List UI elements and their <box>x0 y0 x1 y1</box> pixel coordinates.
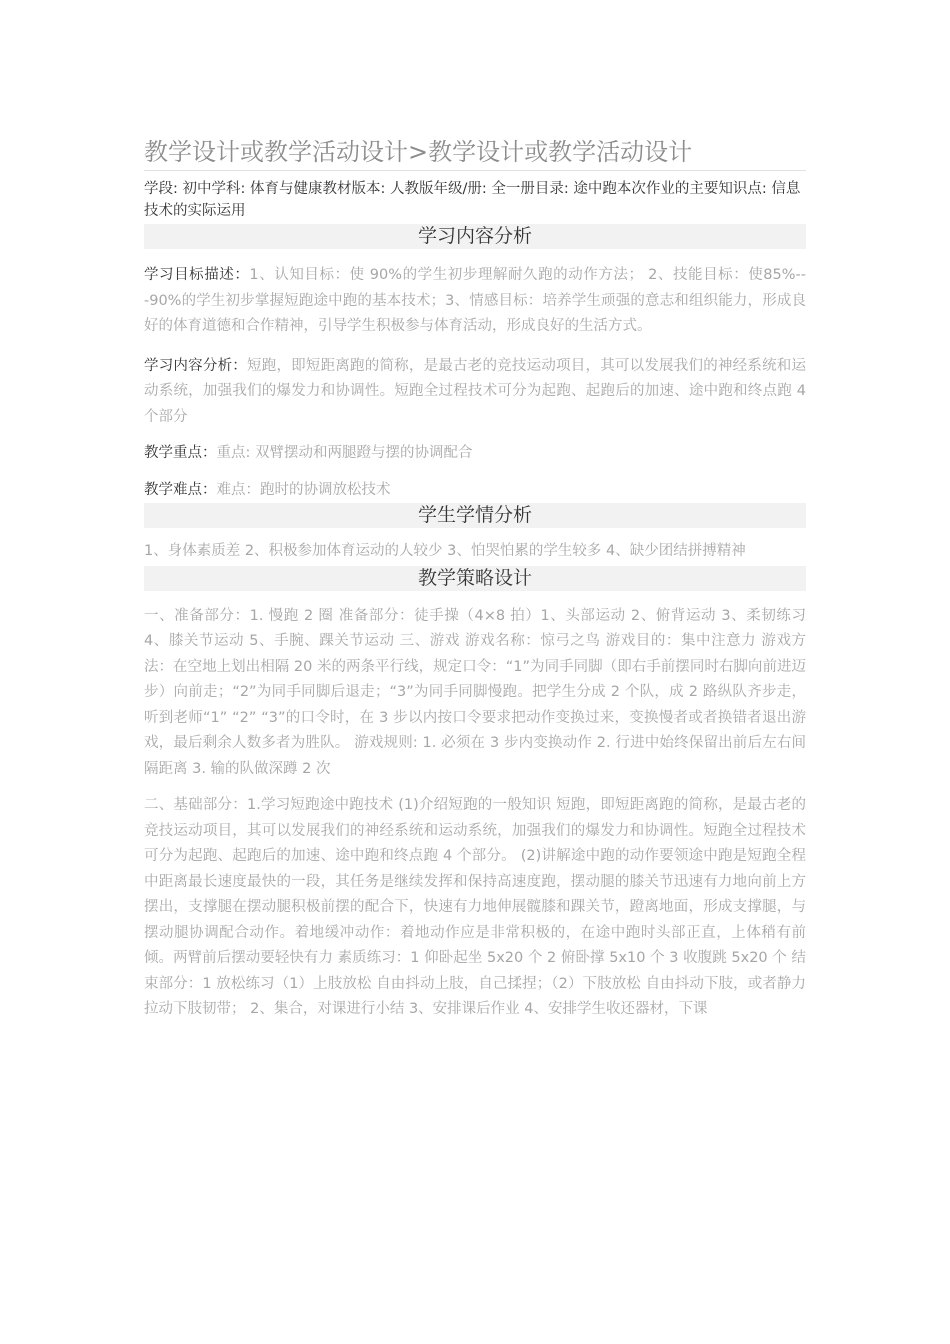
teaching-difficulty-label: 教学难点： <box>144 481 217 498</box>
learning-goal-label: 学习目标描述： <box>144 267 250 283</box>
teaching-key-point-paragraph <box>144 441 806 467</box>
page-title: 教学设计或教学活动设计>教学设计或教学活动设计 <box>144 136 806 171</box>
section-heading-student-analysis: 学生学情分析 <box>144 503 806 528</box>
student-analysis-paragraph: 1、身体素质差 2、积极参加体育运动的人较少 3、怕哭怕累的学生较多 4、缺少团结拼搏精神 <box>144 543 746 559</box>
learning-content-label: 学习内容分析： <box>144 357 248 374</box>
strategy-preparation-paragraph: 一、准备部分：1. 慢跑 2 圈 准备部分：徒手操（4×8 拍）1、头部运动 2、俯背运动 3、柔韧练习 4、膝关节运动 5、手腕、踝关节运动 三、游戏 游戏名称：惊弓之鸟 游戏目的：集中注意力 游戏方法：在空地上划出相隔 20 米的两条平行线，规定口令：“1”为同手同脚（即右手前摆同时右脚向前进迈步）向前走；“2”为同手同脚后退走；“3”为同手同脚慢跑。把学生分成 2 个队，成 2 路纵队齐步走，听到老师“1” “2” “3”的口令时，在 3 步以内按口令要求把动作变换过来，变换慢者或者换错者退出游戏，最后剩余人数多者为胜队。 游戏规则: 1. 必须在 3 步内变换动作 2. 行进中始终保留出前后左右间 隔距离 3. 输的队做深蹲 2 次 <box>144 607 806 777</box>
section-heading-strategy: 教学策略设计 <box>144 566 806 591</box>
section-heading-content-analysis: 学习内容分析 <box>144 224 806 249</box>
learning-content-text: 短跑，即短距离跑的简称，是最古老的竞技运动项目，其可以发展我们的神经系统和运动系统，加强我们的爆发力和协调性。短跑全过程技术可分为起跑、起跑后的加速、途中跑和终点跑 4 个部分 <box>144 357 807 425</box>
learning-content-paragraph <box>144 354 806 431</box>
teaching-key-point-text: 重点: 双臂摆动和两腿蹬与摆的协调配合 <box>216 445 473 461</box>
learning-goal-text: 1、认知目标：使 90%的学生初步理解耐久跑的动作方法； 2、技能目标：使85%---90%的学生初步掌握短跑途中跑的基本技术；3、情感目标：培养学生顽强的意志和组织能力，形成良好的体育道德和合作精神，引导学生积极参与体育活动，形成良好的生活方式。 <box>144 267 807 334</box>
teaching-difficulty-paragraph <box>144 478 806 504</box>
learning-goal-paragraph <box>144 263 806 340</box>
course-meta-info: 学段: 初中学科: 体育与健康教材版本: 人教版年级/册: 全一册目录: 途中跑本次作业的主要知识点: 信息技术的实际运用 <box>144 181 801 219</box>
document-page <box>144 136 806 1023</box>
strategy-basic-paragraph: 二、基础部分：1.学习短跑途中跑技术 (1)介绍短跑的一般知识 短跑，即短距离跑的简称，是最古老的竞技运动项目，其可以发展我们的神经系统和运动系统，加强我们的爆发力和协调性。短跑全过程技术可分为起跑、起跑后的加速、途中跑和终点跑 4 个部分。 (2)讲解途中跑的动作要领途中跑是短跑全程中距离最长速度最快的一段，其任务是继续发挥和保持高速度跑，摆动腿的膝关节迅速有力地向前上方摆出，支撑腿在摆动腿积极前摆的配合下，快速有力地伸展髋膝和踝关节，蹬离地面，形成支撑腿，与摆动腿协调配合动作。着地缓冲动作：着地动作应是非常积极的，在途中跑时头部正直，上体稍有前倾。两臂前后摆动要轻快有力 素质练习：1 仰卧起坐 5x20 个 2 俯卧撑 5x10 个 3 收腹跳 5x20 个 结束部分：1 放松练习（1）上肢放松 自由抖动上肢，自己揉捏；（2）下肢放松 自由抖动下肢，或者静力拉动下肢韧带； 2、集合，对课进行小结 3、安排课后作业 4、安排学生收还器材，下课 <box>144 797 806 1017</box>
teaching-key-point-label: 教学重点： <box>144 445 217 461</box>
teaching-difficulty-text: 难点：跑时的协调放松技术 <box>216 481 391 498</box>
